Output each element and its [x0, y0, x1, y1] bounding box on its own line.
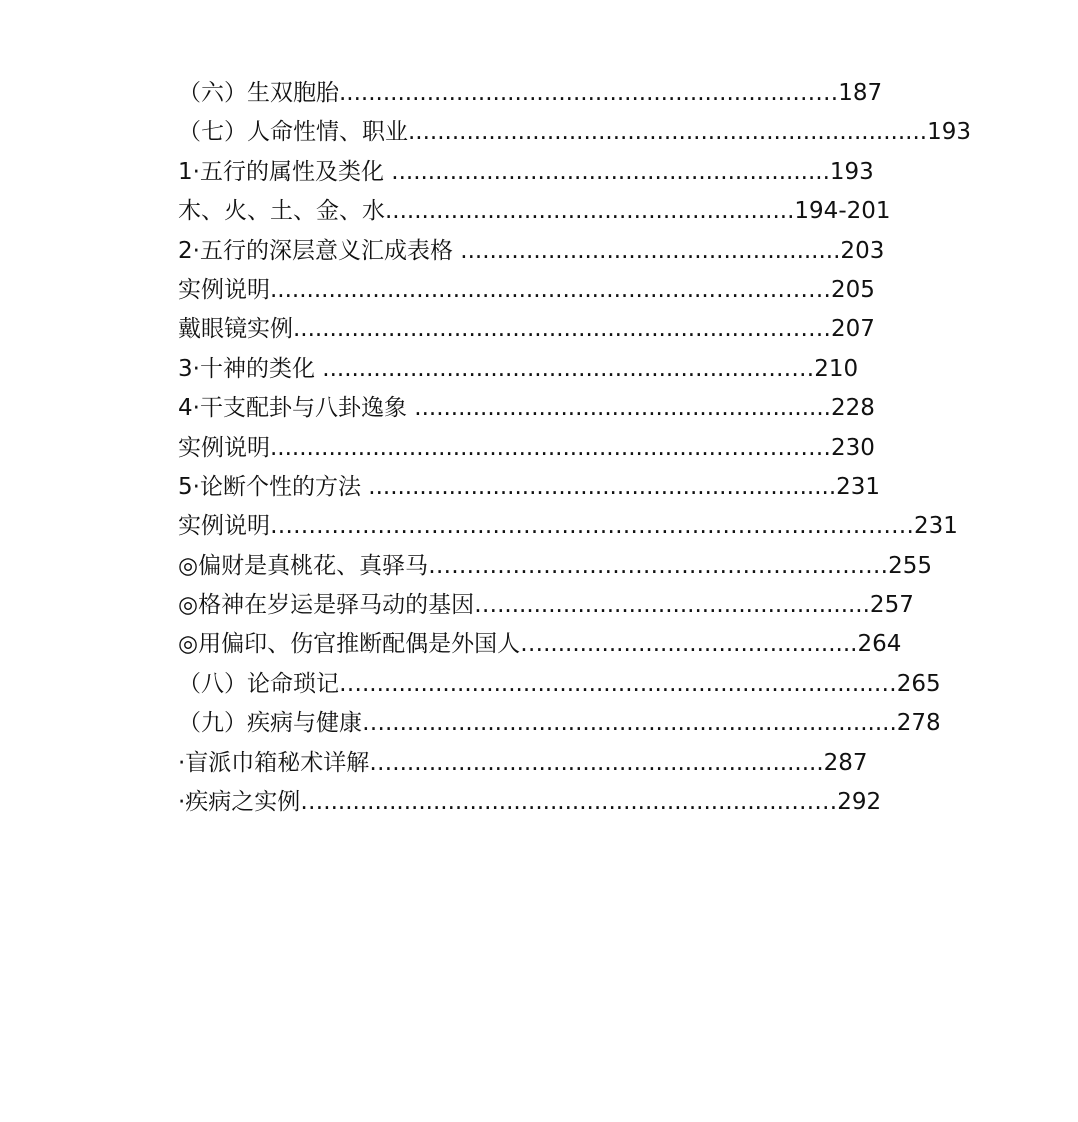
toc-entry: （六）生双胞胎..............................................................……187 [178, 80, 883, 106]
toc-entry: （九）疾病与健康…......................................................................278 [178, 710, 941, 737]
toc-entry: 2·五行的深层意义汇成表格 ....................................................203 [178, 237, 885, 264]
toc-entry: 木、火、土、金、水........................................................194-201 [178, 198, 891, 225]
toc-entry: 4·干支配卦与八卦逸象 .........................................................228 [178, 395, 875, 422]
toc-entry: ◎偏财是真桃花、真驿马……………………………………………………255 [178, 552, 932, 579]
toc-entry: 实例说明.............................................................……………230 [178, 434, 875, 461]
toc-entry: ·盲派巾箱秘术详解…...........................................................287 [178, 749, 868, 776]
toc-entry: 1·五行的属性及类化 ............................................................193 [178, 158, 874, 185]
toc-entry: 实例说明…………………………………………………………………………231 [178, 513, 958, 540]
toc-entry: 戴眼镜实例.............................................................…………207 [178, 316, 875, 343]
toc-entry: ◎用偏印、伤官推断配偶是外国人…...........................................264 [178, 631, 902, 658]
toc-entry: ◎格神在岁运是驿马动的基因…...................................................257 [178, 592, 914, 619]
toc-entry: 实例说明.............................................................……………205 [178, 276, 875, 303]
toc-entry: 5·论断个性的方法 ................................................................231 [178, 473, 881, 500]
toc-entry: （八）论命琐记…......................................................................…265 [178, 670, 941, 697]
toc-entry: ·疾病之实例…................................................................……292 [178, 789, 882, 816]
toc-entry: 3·十神的类化 .............................................................……210 [178, 355, 859, 382]
toc-entry: （七）人命性情、职业.......................................................................193 [178, 119, 971, 146]
table-of-contents [178, 74, 971, 822]
